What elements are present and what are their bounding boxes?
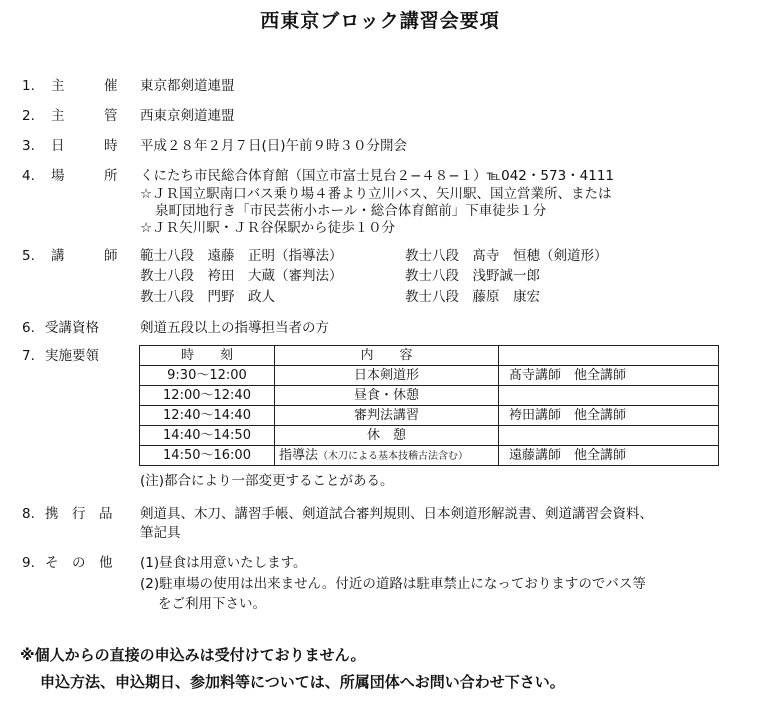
instructor-entry: 範士八段 遠藤 正明（指導法） <box>140 248 343 264</box>
sponsor-value: 東京都剣道連盟 <box>140 78 235 94</box>
schedule-footnote: (注)都合により一部変更することがある。 <box>140 473 394 489</box>
belongings-value: 筆記具 <box>140 525 181 541</box>
column-header-time: 時 刻 <box>140 346 275 366</box>
manage-value: 西東京剣道連盟 <box>140 108 235 124</box>
item-label: そ の 他 <box>45 555 113 571</box>
column-header-teacher <box>499 346 719 366</box>
time-cell: 12:40〜14:40 <box>140 406 275 426</box>
teacher-cell <box>499 426 719 446</box>
instructor-entry: 教士八段 髙寺 恒穂（剣道形） <box>405 248 608 264</box>
table-row <box>140 366 719 386</box>
item-number: 1. <box>22 78 35 94</box>
table-row <box>140 426 719 446</box>
table-header-row <box>140 346 719 366</box>
content-cell: 審判法講習 <box>275 406 499 426</box>
qualification-value: 剣道五段以上の指導担当者の方 <box>140 320 329 336</box>
time-cell: 14:50〜16:00 <box>140 446 275 466</box>
content-cell: 日本剣道形 <box>275 366 499 386</box>
item-number: 8. <box>22 506 35 522</box>
access-line: ☆ＪＲ矢川駅・ＪＲ谷保駅から徒歩１０分 <box>140 220 396 236</box>
instructor-entry: 教士八段 藤原 康宏 <box>405 289 540 305</box>
table-row <box>140 446 719 466</box>
item-label-char: 催 <box>104 78 118 94</box>
notice-line: 申込方法、申込期日、参加料等については、所属団体へお問い合わせ下さい。 <box>40 673 565 691</box>
teacher-cell: 袴田講師 他全講師 <box>499 406 719 426</box>
item-number: 9. <box>22 555 35 571</box>
teacher-cell: 遠藤講師 他全講師 <box>499 446 719 466</box>
item-label-char: 主 <box>51 78 65 94</box>
content-cell <box>275 446 499 466</box>
time-cell: 12:00〜12:40 <box>140 386 275 406</box>
teacher-cell: 髙寺講師 他全講師 <box>499 366 719 386</box>
instructor-entry: 教士八段 袴田 大蔵（審判法） <box>140 268 343 284</box>
column-header-content: 内 容 <box>275 346 499 366</box>
item-number: 6. <box>22 320 35 336</box>
item-label: 受講資格 <box>45 320 99 336</box>
item-label: 携 行 品 <box>45 506 113 522</box>
access-line: 泉町団地行き「市民芸術小ホール・総合体育館前」下車徒歩１分 <box>155 203 547 219</box>
instructor-entry: 教士八段 門野 政人 <box>140 289 275 305</box>
table-row <box>140 406 719 426</box>
item-number: 5. <box>22 248 35 264</box>
item-number: 4. <box>22 168 35 184</box>
page-title: 西東京ブロック講習会要項 <box>260 10 500 32</box>
other-line: をご利用下さい。 <box>158 596 266 612</box>
date-value: 平成２８年２月７日(日)午前９時３０分開会 <box>140 138 408 154</box>
instructor-entry: 教士八段 浅野誠一郎 <box>405 268 540 284</box>
access-line: ☆ＪＲ国立駅南口バス乗り場４番より立川バス、矢川駅、国立営業所、または <box>140 186 612 202</box>
table-row <box>140 386 719 406</box>
item-number: 3. <box>22 138 35 154</box>
time-cell: 14:40〜14:50 <box>140 426 275 446</box>
content-cell: 昼食・休憩 <box>275 386 499 406</box>
content-note: （木刀による基本技稽古法含む） <box>318 451 469 462</box>
place-value: くにたち市民総合体育館（国立市富士見台２−４８−１）℡042・573・4111 <box>140 168 615 184</box>
schedule-table <box>139 345 719 466</box>
item-number: 7. <box>22 348 35 364</box>
item-label-char: 主 <box>51 108 65 124</box>
notice-line: ※個人からの直接の申込みは受付けておりません。 <box>20 646 366 664</box>
item-number: 2. <box>22 108 35 124</box>
content-cell: 休 憩 <box>275 426 499 446</box>
other-line: (2)駐車場の使用は出来ません。付近の道路は駐車禁止になっておりますのでバス等 <box>140 576 646 592</box>
item-label: 実施要領 <box>45 348 99 364</box>
item-label-char: 管 <box>104 108 118 124</box>
time-cell: 9:30〜12:00 <box>140 366 275 386</box>
teacher-cell <box>499 386 719 406</box>
belongings-value: 剣道具、木刀、講習手帳、剣道試合審判規則、日本剣道形解説書、剣道講習会資料、 <box>140 506 653 522</box>
item-label-char: 所 <box>104 168 118 184</box>
item-label-char: 場 <box>51 168 65 184</box>
item-label-char: 講 <box>51 248 65 264</box>
item-label-char: 日 <box>51 138 65 154</box>
other-line: (1)昼食は用意いたします。 <box>140 555 307 571</box>
item-label-char: 師 <box>104 248 118 264</box>
content-text: 指導法 <box>279 448 319 463</box>
item-label-char: 時 <box>104 138 118 154</box>
